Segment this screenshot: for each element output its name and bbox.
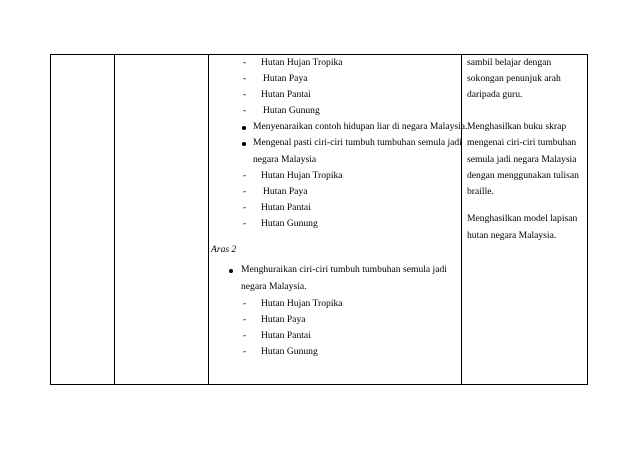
list-item: Hutan Gunung: [261, 346, 318, 357]
list-item: Hutan Paya: [263, 73, 308, 84]
dash-marker: -: [243, 73, 247, 84]
list-item: Hutan Paya: [263, 186, 308, 197]
objective-item: Mengenal pasti ciri-ciri tumbuh tumbuhan semula jadi: [253, 137, 462, 148]
objective-item: Menyenaraikan contoh hidupan liar di negara Malaysia.: [253, 121, 468, 132]
activity-line: Menghasilkan buku skrap: [467, 121, 567, 132]
dash-marker: -: [243, 105, 247, 116]
list-item: Hutan Pantai: [261, 330, 311, 341]
table-cell-objectives: [209, 55, 468, 384]
objective-item-continued: negara Malaysia.: [241, 281, 307, 292]
dash-marker: -: [243, 57, 247, 68]
table-cell-activities: [462, 55, 588, 384]
dash-marker: -: [243, 170, 247, 181]
activity-line: braille.: [467, 186, 494, 197]
dash-marker: -: [243, 202, 247, 213]
activity-line: sambil belajar dengan: [467, 57, 552, 68]
dash-marker: -: [243, 346, 247, 357]
objective-item-continued: negara Malaysia: [253, 154, 317, 165]
dash-marker: -: [243, 89, 247, 100]
lesson-table: [50, 54, 588, 385]
dash-marker: -: [243, 218, 247, 229]
activity-line: mengenai ciri-ciri tumbuhan: [467, 137, 577, 148]
list-item: Hutan Hujan Tropika: [261, 298, 343, 309]
objective-item: Menghuraikan ciri-ciri tumbuh tumbuhan semula jadi: [241, 264, 447, 275]
activity-line: Menghasilkan model lapisan: [467, 213, 578, 224]
dash-marker: -: [243, 314, 247, 325]
list-item: Hutan Hujan Tropika: [261, 170, 343, 181]
list-item: Hutan Gunung: [263, 105, 320, 116]
activity-line: dengan menggunakan tulisan: [467, 170, 579, 181]
dash-marker: -: [243, 186, 247, 197]
dash-marker: -: [243, 298, 247, 309]
bullet-marker: [242, 142, 246, 146]
list-item: Hutan Hujan Tropika: [261, 57, 343, 68]
list-item: Hutan Pantai: [261, 202, 311, 213]
activity-line: daripada guru.: [467, 89, 523, 100]
dash-marker: -: [243, 330, 247, 341]
activity-line: hutan negara Malaysia.: [467, 230, 557, 241]
table-cell-col1: [51, 55, 114, 384]
level-heading: Aras 2: [211, 244, 237, 255]
bullet-marker: [229, 269, 233, 273]
list-item: Hutan Gunung: [261, 218, 318, 229]
list-item: Hutan Pantai: [261, 89, 311, 100]
activity-line: sokongan penunjuk arah: [467, 73, 561, 84]
bullet-marker: [242, 126, 246, 130]
list-item: Hutan Paya: [261, 314, 306, 325]
table-cell-col2: [115, 55, 208, 384]
activity-line: semula jadi negara Malaysia: [467, 154, 577, 165]
